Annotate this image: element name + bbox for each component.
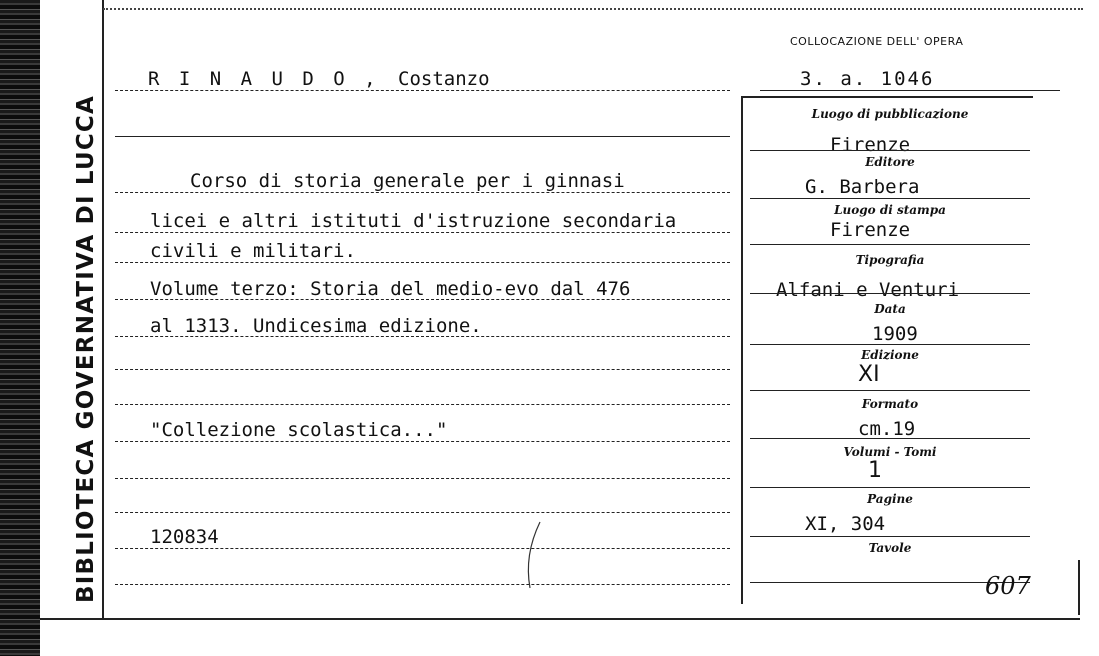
blank-rule-6 [115, 584, 730, 585]
data-label: Data [874, 302, 906, 316]
tavole-label: Tavole [868, 541, 912, 555]
inventory-rule [115, 548, 730, 549]
title-line-5: al 1313. Undicesima edizione. [150, 315, 482, 337]
edizione-rule [750, 390, 1030, 391]
luogo-stampa-label: Luogo di stampa [834, 203, 946, 217]
tipografia-value: Alfani e Venturi [776, 279, 960, 301]
blank-rule-5 [115, 512, 730, 513]
volumi-tomi-rule [750, 487, 1030, 488]
shelfmark-rule [760, 90, 1060, 91]
formato-label: Formato [861, 397, 919, 411]
title-line-4: Volume terzo: Storia del medio-evo dal 476 [150, 278, 631, 300]
blank-rule-4 [115, 478, 730, 479]
collocazione-label: COLLOCAZIONE DELL' OPERA [790, 35, 964, 48]
pagine-label: Pagine [867, 492, 913, 506]
series-rule [115, 441, 730, 442]
title-line-1: Corso di storia generale per i ginnasi [190, 170, 625, 192]
blank-rule-2 [115, 369, 730, 370]
author-name: Costanzo [398, 68, 490, 90]
data-rule [750, 344, 1030, 345]
title-rule-1 [115, 192, 730, 193]
formato-rule [750, 438, 1030, 439]
luogo-pubblicazione-value: Firenze [830, 134, 911, 156]
title-line-2: licei e altri istituti d'istruzione secondaria [150, 210, 677, 232]
blank-rule-3 [115, 404, 730, 405]
title-rule-2 [115, 232, 730, 233]
volumi-tomi-value: 1 [868, 458, 882, 483]
luogo-pubblicazione-label: Luogo di pubblicazione [811, 107, 969, 121]
top-rule [103, 8, 1083, 10]
shelfmark: 3. a. 1046 [800, 68, 935, 90]
editore-rule [750, 198, 1030, 199]
bottom-rule [40, 618, 1080, 620]
data-value: 1909 [872, 323, 918, 345]
author-surname: R I N A U D O , [148, 68, 380, 90]
volumi-tomi-label: Volumi - Tomi [843, 445, 937, 459]
title-rule-4 [115, 299, 730, 300]
corner-mark: 607 [985, 572, 1031, 600]
pagine-value: XI, 304 [805, 513, 886, 535]
formato-value: cm.19 [858, 418, 916, 440]
editore-value: G. Barbera [805, 176, 920, 198]
scan-edge [0, 0, 40, 656]
pencil-arc [520, 520, 550, 590]
editore-label: Editore [865, 155, 915, 169]
edizione-label: Edizione [861, 348, 919, 362]
inventory-number: 120834 [150, 526, 219, 548]
luogo-stampa-rule [750, 244, 1030, 245]
luogo-pubblicazione-rule [750, 150, 1030, 151]
tipografia-label: Tipografia [855, 253, 925, 267]
series: "Collezione scolastica..." [150, 419, 448, 441]
title-rule-3 [115, 262, 730, 263]
blank-rule-1 [115, 136, 730, 137]
title-rule-5 [115, 336, 730, 337]
edizione-value: XI [858, 362, 880, 387]
pagine-rule [750, 536, 1030, 537]
tipografia-rule [750, 293, 1030, 294]
luogo-stampa-value: Firenze [830, 219, 911, 241]
right-edge-mark [1078, 560, 1080, 615]
library-name: BIBLIOTECA GOVERNATIVA DI LUCCA [73, 95, 99, 603]
author-rule [115, 90, 730, 91]
title-line-3: civili e militari. [150, 240, 356, 262]
